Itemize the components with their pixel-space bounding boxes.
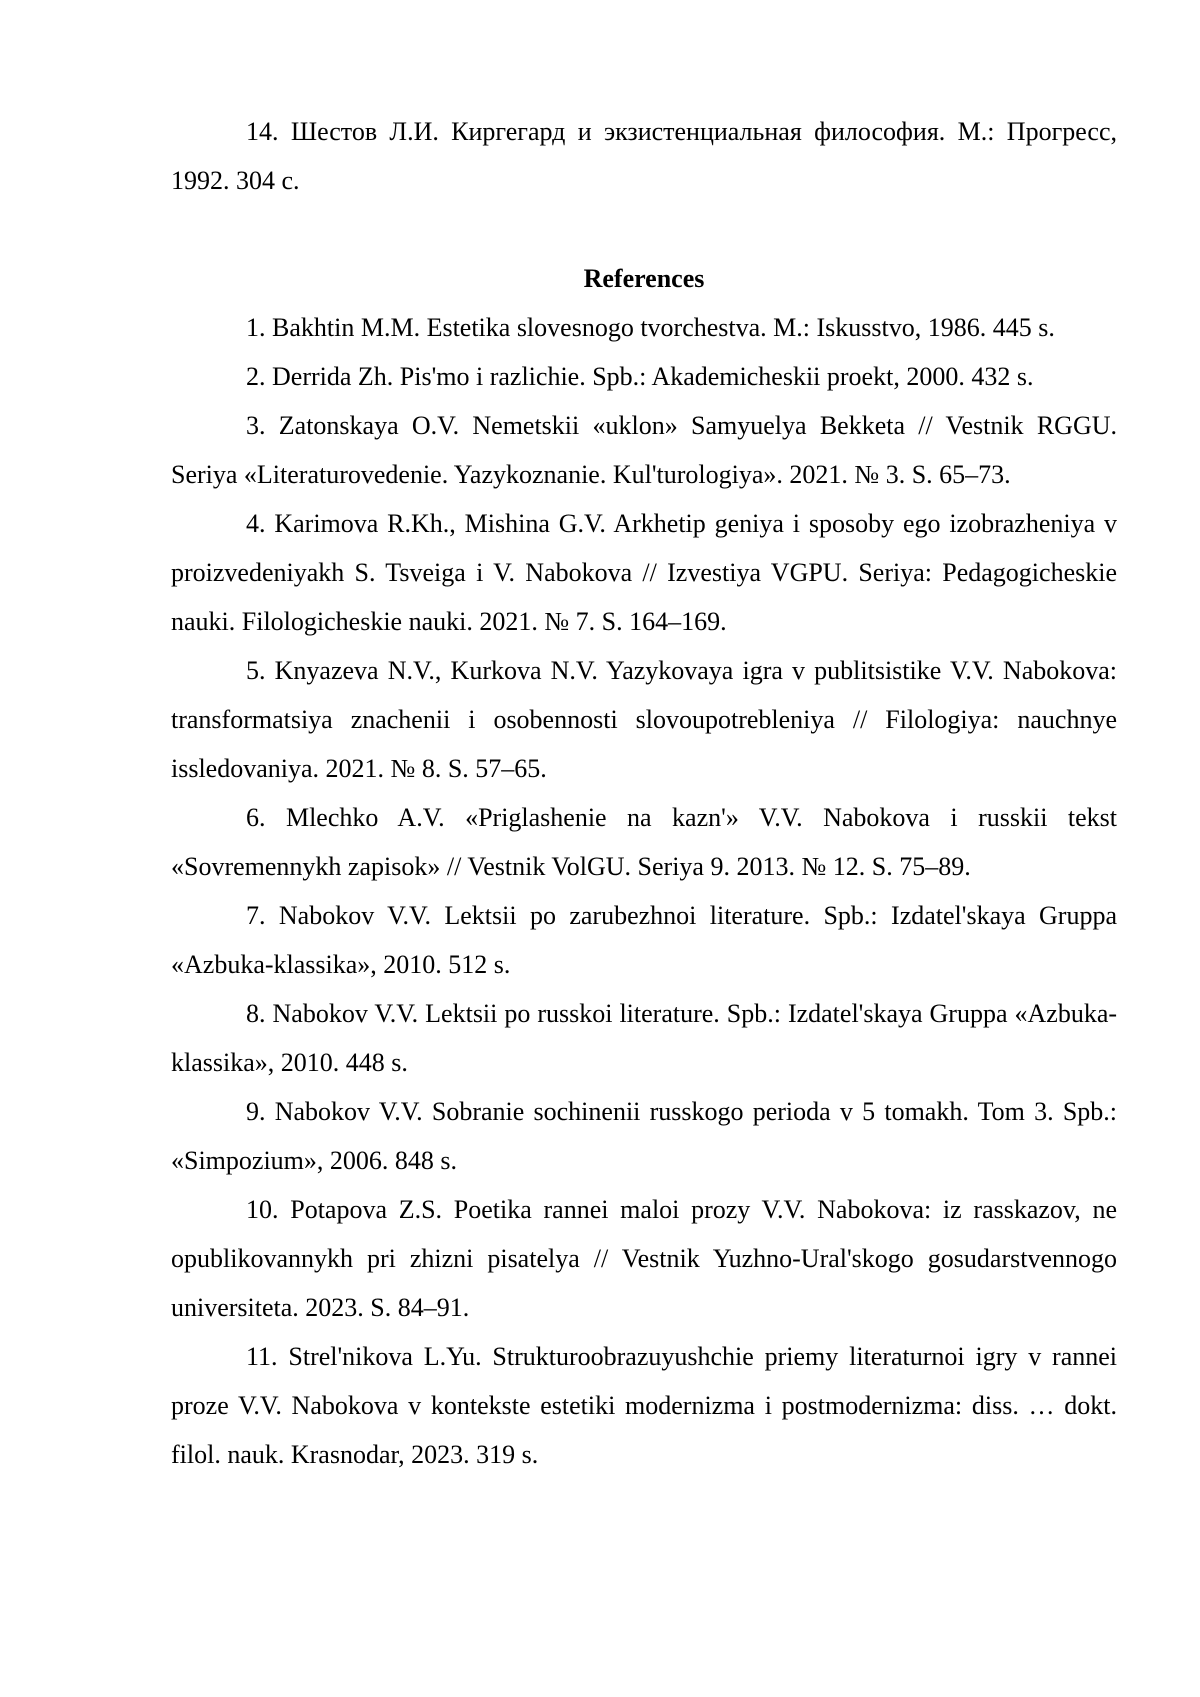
entry-text: Potapova Z.S. Poetika rannei maloi prozy V.V. Nabokova: iz rasskazov, ne opublikovannykh pri zhizni pisatelya // Vestnik Yuzhno-Ural'skogo gosudarstvennogo universiteta. 2023. S. 84–91. <box>171 1195 1118 1322</box>
reference-item <box>171 1332 1117 1479</box>
references-heading: References <box>583 264 705 293</box>
entry-text: Derrida Zh. Pis'mo i razlichie. Spb.: Akademicheskii proekt, 2000. 432 s. <box>272 362 1034 391</box>
reference-item <box>171 891 1117 989</box>
reference-item <box>171 352 1117 401</box>
entry-number: 5. <box>246 656 266 685</box>
entry-number: 6. <box>246 803 266 832</box>
entry-number: 8. <box>246 999 266 1028</box>
entry-text: Nabokov V.V. Lektsii po zarubezhnoi literature. Spb.: Izdatel'skaya Gruppa «Azbuka-klassika», 2010. 512 s. <box>171 901 1118 979</box>
entry-text: Knyazeva N.V., Kurkova N.V. Yazykovaya igra v publitsistike V.V. Nabokova: transformatsiya znachenii i osobennosti slovoupotrebleniya // Filologiya: nauchnye issledovaniya. 2021. № 8. S. 57–65. <box>171 656 1118 783</box>
reference-item <box>171 793 1117 891</box>
entry-number: 1. <box>246 313 266 342</box>
reference-item <box>171 1087 1117 1185</box>
entry-text: Mlechko A.V. «Priglashenie na kazn'» V.V. Nabokova i russkii tekst «Sovremennykh zapisok» // Vestnik VolGU. Seriya 9. 2013. № 12. S. 75–89. <box>171 803 1118 881</box>
entry-text: Nabokov V.V. Sobranie sochinenii russkogo perioda v 5 tomakh. Tom 3. Spb.: «Simpozium», 2006. 848 s. <box>171 1097 1118 1175</box>
section-spacer <box>171 205 1117 254</box>
entry-number: 9. <box>246 1097 266 1126</box>
entry-text: Шестов Л.И. Киргегард и экзистенциальная философия. М.: Прогресс, 1992. 304 с. <box>171 117 1118 195</box>
reference-item <box>171 1185 1117 1332</box>
entry-number: 14. <box>246 117 279 146</box>
entry-number: 4. <box>246 509 266 538</box>
entry-number: 10. <box>246 1195 279 1224</box>
reference-item <box>171 303 1117 352</box>
entry-text: Strel'nikova L.Yu. Strukturoobrazuyushchie priemy literaturnoi igry v rannei proze V.V. Nabokova v kontekste estetiki modernizma i postmodernizma: diss. … dokt. filol. nauk. Krasnodar, 2023. 319 s. <box>171 1342 1118 1469</box>
entry-text: Karimova R.Kh., Mishina G.V. Arkhetip geniya i sposoby ego izobrazheniya v proizvedeniyakh S. Tsveiga i V. Nabokova // Izvestiya VGPU. Seriya: Pedagogicheskie nauki. Filologicheskie nauki. 2021. № 7. S. 164–169. <box>171 509 1117 636</box>
reference-item <box>171 646 1117 793</box>
entry-text: Nabokov V.V. Lektsii po russkoi literature. Spb.: Izdatel'skaya Gruppa «Azbuka-klassika», 2010. 448 s. <box>171 999 1118 1077</box>
reference-item <box>171 401 1117 499</box>
entry-text: Bakhtin M.M. Estetika slovesnogo tvorchestva. M.: Iskusstvo, 1986. 445 s. <box>272 313 1055 342</box>
bibliography-entry-14 <box>171 107 1117 205</box>
reference-item <box>171 499 1117 646</box>
entry-number: 11. <box>246 1342 278 1371</box>
entry-number: 7. <box>246 901 266 930</box>
entry-number: 2. <box>246 362 266 391</box>
entry-text: Zatonskaya O.V. Nemetskii «uklon» Samyuelya Bekketa // Vestnik RGGU. Seriya «Literaturovedenie. Yazykoznanie. Kul'turologiya». 2021. № 3. S. 65–73. <box>171 411 1118 489</box>
entry-number: 3. <box>246 411 266 440</box>
document-page <box>171 107 1117 1479</box>
reference-item <box>171 989 1117 1087</box>
